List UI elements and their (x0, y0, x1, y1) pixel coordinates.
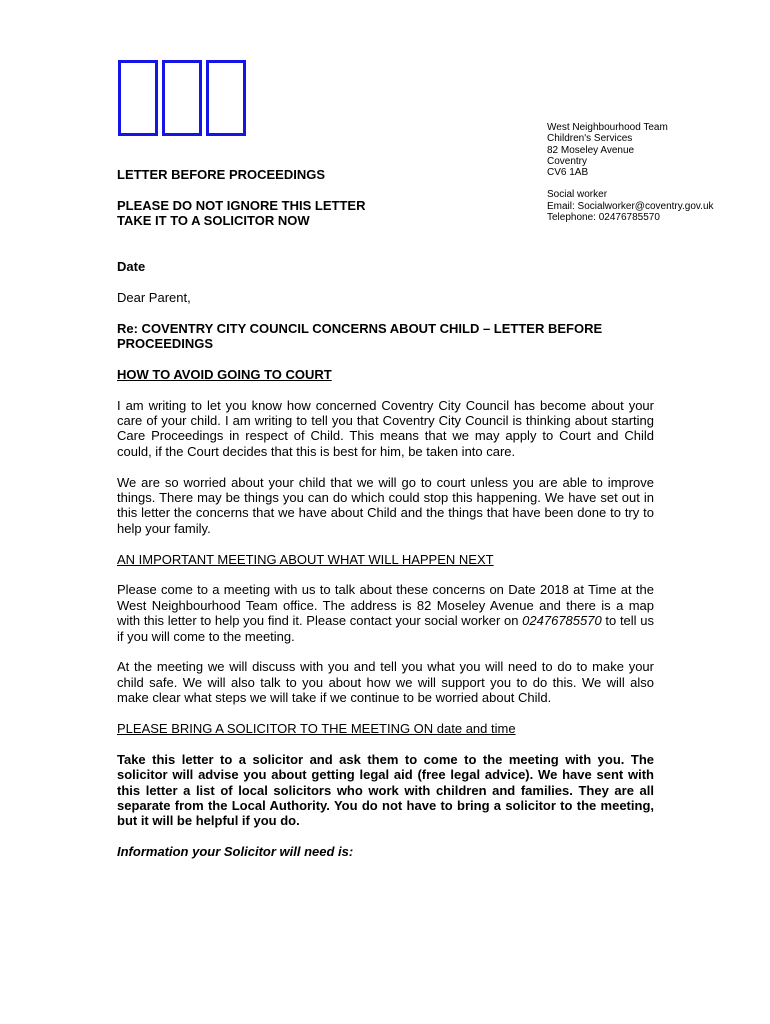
sender-address-block (547, 122, 714, 223)
contact-line: Telephone: 02476785570 (547, 212, 660, 224)
address-line: 82 Moseley Avenue (547, 144, 635, 156)
date-label: Date (117, 259, 146, 274)
paragraph: At the meeting we will discuss with you and tell you what you will need to do to make your child safe. We will also talk to you about how we will support you to do this. We will also make clear what steps we will take if we continue to be worried about Child. (117, 659, 654, 706)
address-line: West Neighbourhood Team (547, 122, 668, 133)
meeting-text-end: to tell us if you will come to the meeting. (117, 613, 654, 644)
section-heading: PLEASE BRING A SOLICITOR TO THE MEETING ON date and time (117, 721, 516, 737)
section-heading: HOW TO AVOID GOING TO COURT (117, 366, 332, 382)
logo-glyph-3 (206, 60, 246, 136)
address-line: Children's Services (547, 133, 633, 145)
salutation: Dear Parent, (117, 289, 191, 305)
contact-line: Email: Socialworker@coventry.gov.uk (547, 200, 714, 212)
section-heading: AN IMPORTANT MEETING ABOUT WHAT WILL HAPPEN NEXT (117, 551, 494, 567)
solicitor-paragraph: Take this letter to a solicitor and ask them to come to the meeting with you. The solicitor will advise you about getting legal aid (free legal advice). We have sent with this letter a list of local solicitors who work with children and families. They are all separate from the Local Authority. You do not have to bring a solicitor to the meeting, but it will be helpful if you do. (117, 751, 654, 829)
letter-title: LETTER BEFORE PROCEEDINGS (117, 167, 326, 182)
address-line: Coventry (547, 155, 588, 167)
meeting-paragraph (117, 582, 654, 644)
logo-glyph-1 (118, 60, 158, 136)
letter-body (117, 259, 654, 875)
paragraph: I am writing to let you know how concerned Coventry City Council has become about your care of your child. I am writing to tell you that Coventry City Council is thinking about starting Care Proceedings in respect of Child. This means that we may apply to Court and Child could, if the Court decides that this is best for him, be taken into care. (117, 397, 654, 459)
warning-line-1: PLEASE DO NOT IGNORE THIS LETTER (117, 198, 366, 213)
subject-line: Re: COVENTRY CITY COUNCIL CONCERNS ABOUT CHILD – LETTER BEFORE PROCEEDINGS (117, 320, 603, 351)
contact-line: Social worker (547, 189, 608, 201)
phone-number: 02476785570 (522, 613, 602, 629)
paragraph: We are so worried about your child that we will go to court unless you are able to improve things. There may be things you can do which could stop this happening. We have set out in this letter the concerns that we have about Child and the things that have been done to try to help your family. (117, 474, 654, 536)
meeting-text: Please come to a meeting with us to talk about these concerns on Date 2018 at Time at the West Neighbourhood Team office. The address is 82 Moseley Avenue and there is a map with this letter to help you find it. Please contact your social worker on (117, 582, 654, 629)
info-heading: Information your Solicitor will need is: (117, 844, 354, 860)
address-line: CV6 1AB (547, 167, 589, 179)
warning-line-2: TAKE IT TO A SOLICITOR NOW (117, 213, 310, 228)
council-logo (118, 60, 246, 136)
logo-glyph-2 (162, 60, 202, 136)
